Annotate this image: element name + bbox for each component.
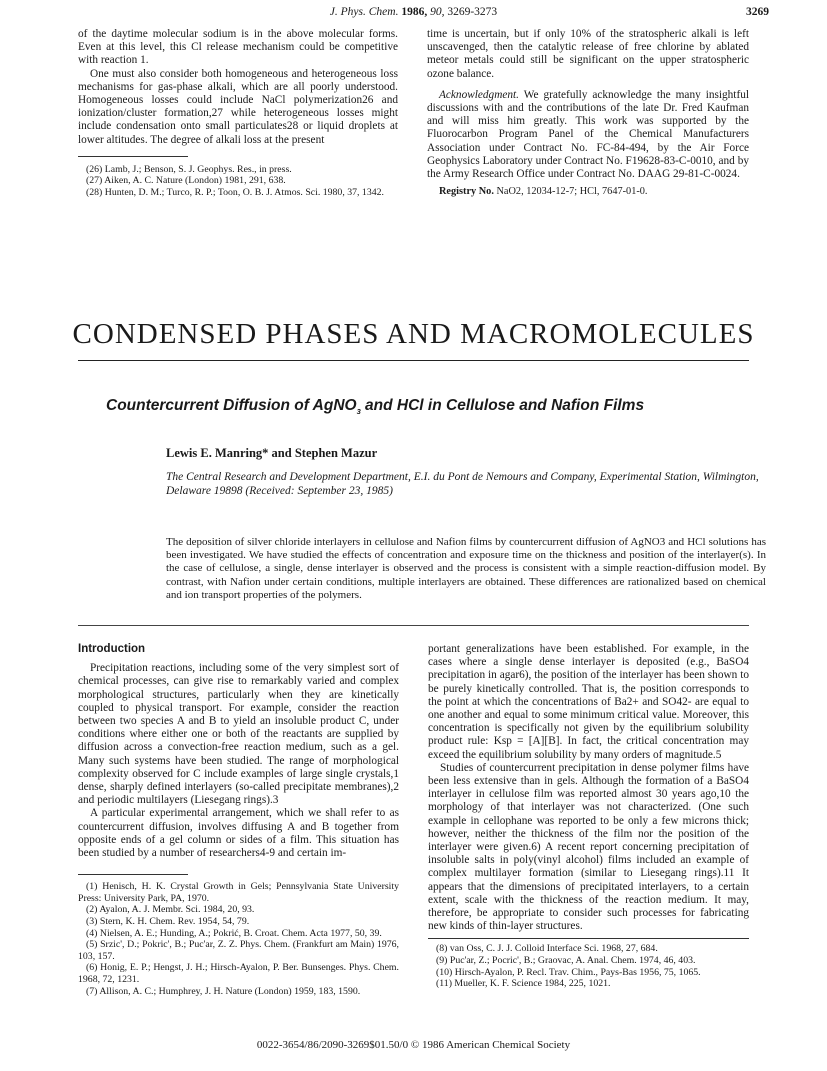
acknowledgment-text: We gratefully acknowledge the many insightful discussions with and the contributions of the late Dr. Fred Kaufman and will miss him greatly. This work was supported by the Fluorocarbon Program Panel of the Chemical Manufacturers Association under Contract No. FC-84-494, by the Air Force Geophysics Laboratory under Contract No. F19628-83-C-0010, and by the Army Research Office under Contract No. DAAG 29-81-C-0024. — [427, 88, 749, 181]
journal-pages: 3269-3273 — [447, 6, 498, 18]
running-header — [0, 6, 827, 18]
article-authors: Lewis E. Manring* and Stephen Mazur — [166, 446, 378, 460]
intro-left-column — [78, 643, 399, 997]
footnote-8: (8) van Oss, C. J. J. Colloid Interface Sci. 1968, 27, 684. — [436, 943, 658, 955]
registry-label: Registry No. — [439, 186, 494, 198]
intro-paragraph-1: Precipitation reactions, including some of the very simplest sort of chemical processes, can give rise to remarkably varied and complex morphological structures, particularly when they are kinetically coupled to physical transport. For example, consider the reaction between two species A and B to yield an insoluble product C, under conditions where either one or both of the reactants are supplied by diffusion across a convection-free reaction medium, such as a gel. Many such systems have been studied. The range of morphological complexity observed for C include examples of large single crystals,1 dense, sharply defined interlayers (so-called precipitate membranes),2 and periodic multilayers (Liesegang rings).3 — [78, 662, 399, 807]
acknowledgment — [427, 89, 749, 181]
top-left-paragraph-1: of the daytime molecular sodium is in the above molecular forms. Even at this level, this Cl release mechanism could be competitive with reaction 1. — [78, 28, 398, 67]
footnote-27: (27) Aiken, A. C. Nature (London) 1981, 291, 638. — [86, 175, 286, 187]
footnote-7: (7) Allison, A. C.; Humphrey, J. H. Nature (London) 1959, 183, 1590. — [86, 985, 361, 997]
footnote-28: (28) Hunten, D. M.; Turco, R. P.; Toon, O. B. J. Atmos. Sci. 1980, 37, 1342. — [86, 187, 384, 199]
abstract-rule — [78, 625, 749, 626]
intro-right-column — [428, 643, 749, 990]
footnote-divider — [78, 156, 188, 157]
registry-numbers — [427, 185, 749, 198]
page-footer: 0022-3654/86/2090-3269$01.50/0 © 1986 American Chemical Society — [256, 1039, 571, 1051]
top-right-column — [427, 28, 749, 198]
top-left-paragraph-2: One must also consider both homogeneous and heterogeneous loss mechanisms for gas-phase alkali, which are all poorly understood. Homogeneous losses could include NaCl polymerization26 and ionization/cluster formation,27 while heterogeneous losses might include condensation onto small particulates28 or liquid droplets at lower altitudes. The degree of alkali loss at the present — [78, 67, 398, 146]
section-title: CONDENSED PHASES AND MACROMOLECULES — [72, 318, 755, 350]
page-number: 3269 — [746, 6, 769, 18]
footnote-26: (26) Lamb, J.; Benson, S. J. Geophys. Res., in press. — [86, 163, 292, 175]
top-left-column — [78, 28, 398, 199]
right-paragraph-2: Studies of countercurrent precipitation in dense polymer films have been less extensive than in gels. Although the formation of a BaSO4 interlayer in cellulose film was reported almost 30 years ago,10 the morphology of that interlayer was not characterized. (One such example in cellophane was reported to be only a few microns thick; however, neither the thickness of the film nor the position of the interlayer were given.6) A recent report concerning precipitation of insoluble salts in poly(vinyl alcohol) films included an example of complex multilayer formation (similar to Liesegang rings).11 It appears that the dimensions of precipitated interlayers, to a certain extent, scale with the thickness of the reaction medium. It may, therefore, be appropriate to consider such processes for fabricating new kinds of thin-layer structures. — [428, 761, 749, 933]
footnote-3: (3) Stern, K. H. Chem. Rev. 1954, 54, 79. — [86, 916, 250, 928]
acknowledgment-label: Acknowledgment. — [439, 88, 519, 101]
journal-name: J. Phys. Chem. — [329, 6, 399, 18]
article-affiliation: The Central Research and Development Department, E.I. du Pont de Nemours and Company, Experimental Station, Wilmington, Delaware 19898 (Received: September 23, 1985) — [166, 471, 759, 497]
footnote-9: (9) Puc'ar, Z.; Pocric', B.; Graovac, A. Anal. Chem. 1974, 46, 403. — [436, 955, 696, 967]
footnote-1: (1) Henisch, H. K. Crystal Growth in Gels; Pennsylvania State University Press: University Park, PA, 1970. — [78, 881, 399, 904]
registry-text: NaO2, 12034-12-7; HCl, 7647-01-0. — [496, 186, 648, 198]
right-footnotes — [428, 943, 749, 989]
footnote-11: (11) Mueller, K. F. Science 1984, 225, 1021. — [436, 978, 611, 990]
footnote-5: (5) Srzic', D.; Pokric', B.; Puc'ar, Z. Z. Phys. Chem. (Frankfurt am Main) 1976, 103, 157. — [78, 939, 399, 962]
introduction-heading: Introduction — [78, 643, 146, 655]
intro-footnotes — [78, 881, 399, 997]
right-footnote-divider — [428, 938, 749, 939]
intro-footnote-divider — [78, 874, 188, 875]
footnote-6: (6) Honig, E. P.; Hengst, J. H.; Hirsch-Ayalon, P. Ber. Bunsenges. Phys. Chem. 1968, 72, 1231. — [78, 962, 399, 985]
journal-year: 1986, — [401, 6, 428, 18]
top-right-paragraph-1: time is uncertain, but if only 10% of the stratospheric alkali is left unscavenged, then the catalytic release of free chlorine by ablated meteor metals could still be significant on the upper stratospheric ozone balance. — [427, 28, 749, 80]
right-paragraph-1: portant generalizations have been established. For example, in the cases where a single dense interlayer is deposited (e.g., BaSO4 precipitation in agar6), the position of the interlayer has been shown to be purely kinetically controlled. That is, the position corresponds to the point at which the concentrations of Ba2+ and SO42- are equal to one another and equal to some minimum critical value. Moreover, this concentration is specifically not given by the equilibrium solubility product rule: Ksp = [A][B]. In fact, the critical concentration may exceed the equilibrium solubility by many orders of magnitude.5 — [428, 643, 749, 761]
article-title: Countercurrent Diffusion of AgNO$_3$ and HCl in Cellulose and Nafion Films — [106, 397, 645, 417]
intro-paragraph-2: A particular experimental arrangement, which we shall refer to as countercurrent diffusion, involves diffusing A and B together from opposite ends of a gel column or sides of a film. This situation has been studied by a number of researchers4-9 and certain im- — [78, 807, 399, 860]
footnote-2: (2) Ayalon, A. J. Membr. Sci. 1984, 20, 93. — [86, 904, 255, 916]
article-abstract: The deposition of silver chloride interlayers in cellulose and Nafion films by countercurrent diffusion of AgNO3 and HCl solutions has been investigated. We have studied the effects of concentration and exposure time on the thickness and position of the interlayer(s). In the case of cellulose, a single, dense interlayer is observed and the process is consistent with a simple reaction-diffusion model. By contrast, with Nafion under certain conditions, multiple interlayers are obtained. These differences are rationalized based on chemical and ion transport properties of the polymers. — [166, 536, 766, 601]
footnote-4: (4) Nielsen, A. E.; Hunding, A.; Pokrić, B. Croat. Chem. Acta 1977, 50, 39. — [86, 927, 382, 939]
top-left-footnotes — [78, 164, 398, 199]
footnote-10: (10) Hirsch-Ayalon, P. Recl. Trav. Chim., Pays-Bas 1956, 75, 1065. — [436, 966, 701, 978]
section-rule — [78, 360, 749, 361]
journal-volume: 90, — [430, 6, 445, 18]
